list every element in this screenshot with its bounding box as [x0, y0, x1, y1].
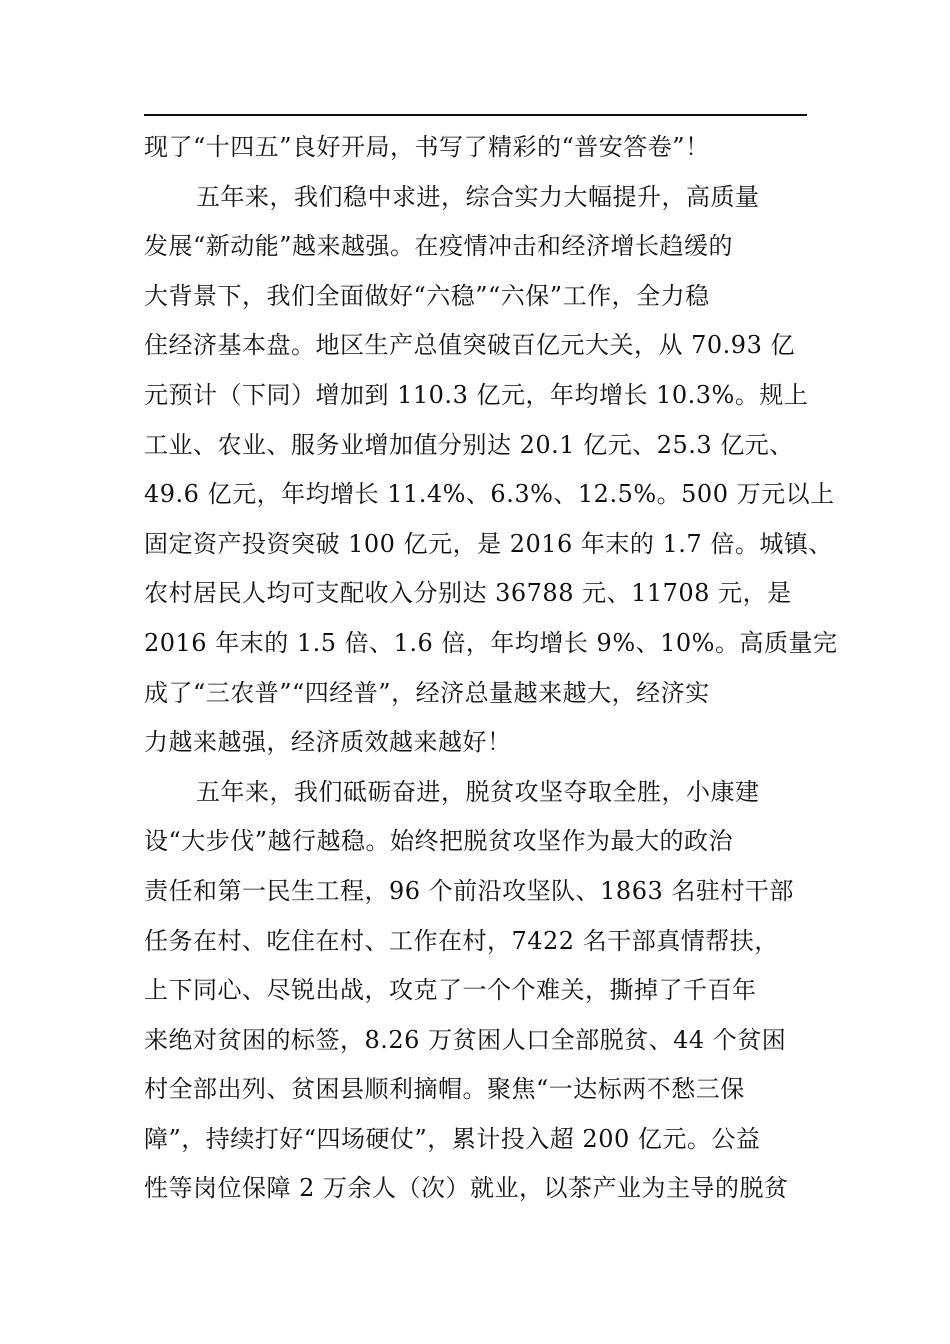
text-line: 任务在村、吃住在村、工作在村，7422 名干部真情帮扶， [144, 926, 779, 955]
paragraph-first-line: 五年来，我们稳中求进，综合实力大幅提升，高质量 [196, 182, 760, 211]
text-line: 成了“三农普”“四经普”，经济总量越来越大，经济实 [144, 678, 710, 707]
text-line: 2016 年末的 1.5 倍、1.6 倍，年均增长 9%、10%。高质量完 [144, 628, 838, 657]
paragraph-first-line: 五年来，我们砥砺奋进，脱贫攻坚夺取全胜，小康建 [196, 777, 760, 806]
text-line: 大背景下，我们全面做好“六稳”“六保”工作，全力稳 [144, 281, 710, 310]
text-line: 固定资产投资突破 100 亿元，是 2016 年末的 1.7 倍。城镇、 [144, 529, 833, 558]
text-line: 元预计（下同）增加到 110.3 亿元，年均增长 10.3%。规上 [144, 380, 809, 409]
text-line: 村全部出列、贫困县顺利摘帽。聚焦“一达标两不愁三保 [144, 1075, 745, 1104]
header-rule [144, 114, 807, 116]
text-line: 力越来越强，经济质效越来越好！ [144, 728, 512, 757]
text-line: 发展“新动能”越来越强。在疫情冲击和经济增长趋缓的 [144, 232, 734, 261]
text-line: 上下同心、尽锐出战，攻克了一个个难关，撕掉了千百年 [144, 976, 757, 1005]
text-line: 障”，持续打好“四场硬仗”，累计投入超 200 亿元。公益 [144, 1124, 761, 1153]
text-line: 来绝对贫困的标签，8.26 万贫困人口全部脱贫、44 个贫困 [144, 1025, 787, 1054]
text-line: 责任和第一民生工程，96 个前沿攻坚队、1863 名驻村干部 [144, 876, 794, 905]
text-line: 设“大步伐”越行越稳。始终把脱贫攻坚作为最大的政治 [144, 827, 734, 856]
text-line: 工业、农业、服务业增加值分别达 20.1 亿元、25.3 亿元、 [144, 430, 794, 459]
text-line: 住经济基本盘。地区生产总值突破百亿元大关，从 70.93 亿 [144, 331, 795, 360]
text-line: 49.6 亿元，年均增长 11.4%、6.3%、12.5%。500 万元以上 [144, 480, 835, 509]
text-line: 农村居民人均可支配收入分别达 36788 元、11708 元，是 [144, 579, 792, 608]
text-line: 现了“十四五”良好开局，书写了精彩的“普安答卷”！ [144, 133, 710, 161]
document-body [144, 123, 838, 1214]
text-line: 性等岗位保障 2 万余人（次）就业，以茶产业为主导的脱贫 [144, 1174, 789, 1203]
